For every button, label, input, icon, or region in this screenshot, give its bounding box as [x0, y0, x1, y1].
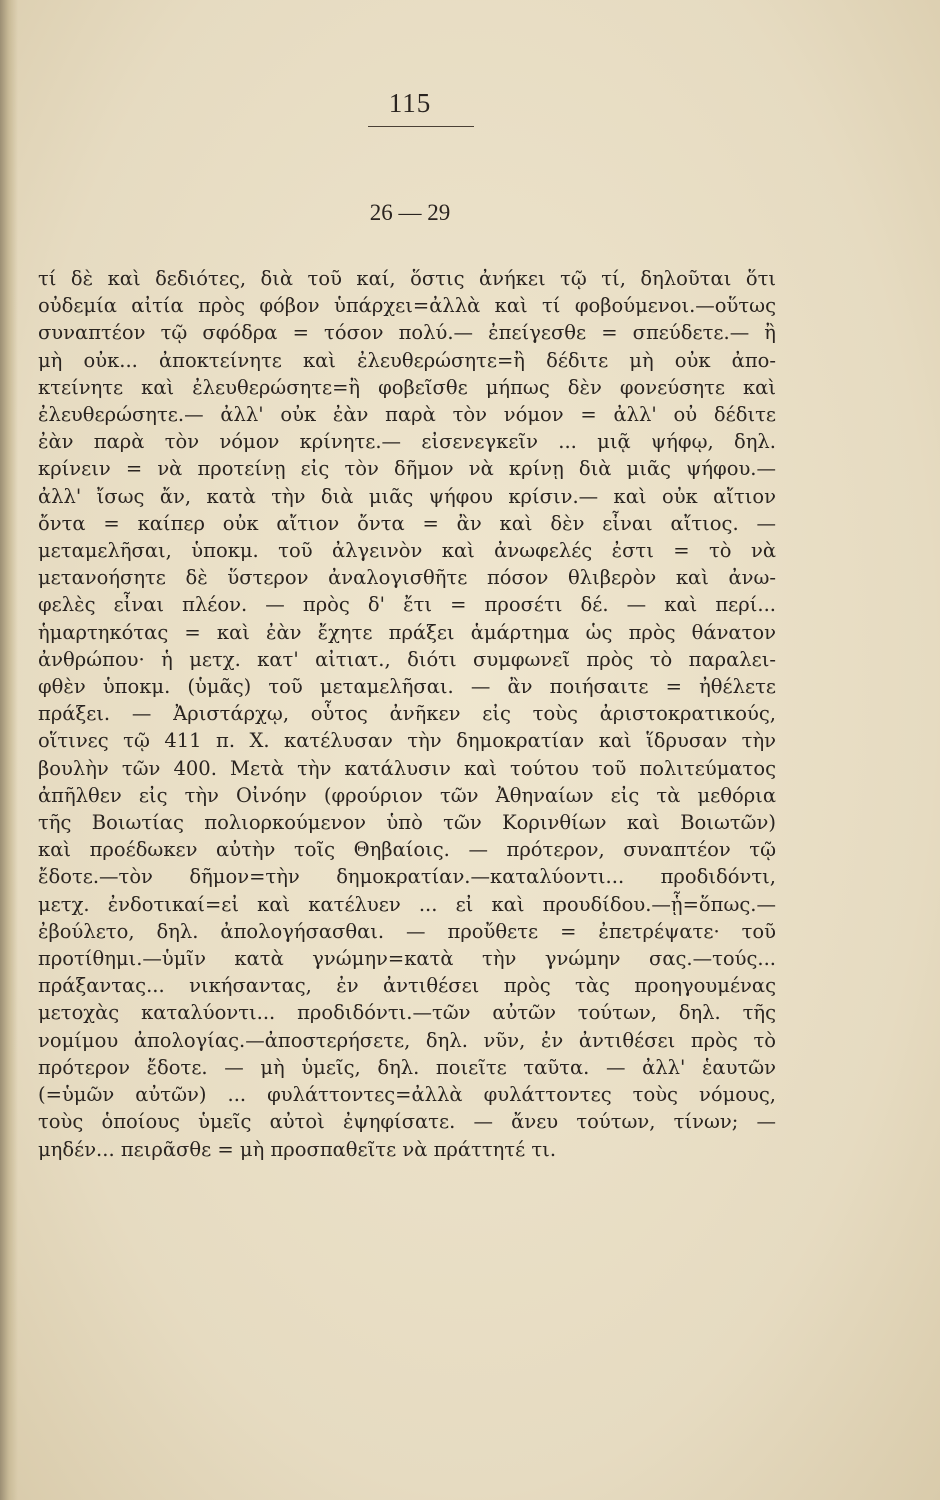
text-line: ὄντα = καίπερ οὐκ αἴτιον ὄντα = ἂν καὶ δὲν εἶναι αἴτιος. — — [38, 511, 776, 535]
text-line: ἐλευθερώσητε.— ἀλλ' οὐκ ἐὰν παρὰ τὸν νόμον = ἀλλ' οὐ δέδιτε — [38, 403, 776, 427]
text-line: μετχ. ἐνδοτικαί=εἰ καὶ κατέλυεν ... εἰ καὶ προυδίδου.—ᾗ=ὅπως.— — [38, 892, 776, 916]
text-line: (=ὑμῶν αὐτῶν) ... φυλάττοντες=ἀλλὰ φυλάττοντες τοὺς νόμους, — [38, 1083, 776, 1107]
text-line: τοὺς ὁποίους ὑμεῖς αὐτοὶ ἐψηφίσατε. — ἄνευ τούτων, τίνων; — — [38, 1110, 776, 1134]
text-line: τῆς Βοιωτίας πολιορκούμενον ὑπὸ τῶν Κορινθίων καὶ Βοιωτῶν) — [38, 811, 776, 835]
text-line: ἔδοτε.—τὸν δῆμον=τὴν δημοκρατίαν.—καταλύοντι... προδιδόντι, — [38, 865, 776, 889]
text-line: μηδέν... πειρᾶσθε = μὴ προσπαθεῖτε νὰ πράττητέ τι. — [38, 1137, 557, 1161]
commentary-text — [38, 265, 776, 1163]
text-line: ἀπῆλθεν εἰς τὴν Οἰνόην (φρούριον τῶν Ἀθηναίων εἰς τὰ μεθόρια — [38, 783, 776, 807]
text-line: τί δὲ καὶ δεδιότες, διὰ τοῦ καί, ὅστις ἀνήκει τῷ τί, δηλοῦται ὅτι — [38, 267, 776, 290]
text-line: ἀλλ' ἴσως ἄν, κατὰ τὴν διὰ μιᾶς ψήφου κρίσιν.— καὶ οὐκ αἴτιον — [38, 484, 776, 508]
text-line: ἐβούλετο, δηλ. ἀπολογήσασθαι. — προὔθετε = ἐπετρέψατε· τοῦ — [38, 919, 776, 943]
text-line: οἵτινες τῷ 411 π. Χ. κατέλυσαν τὴν δημοκρατίαν καὶ ἵδρυσαν τὴν — [38, 729, 776, 753]
text-line: βουλὴν τῶν 400. Μετὰ τὴν κατάλυσιν καὶ τούτου τοῦ πολιτεύματος — [38, 756, 776, 780]
text-line: μετανοήσητε δὲ ὕστερον ἀναλογισθῆτε πόσον θλιβερὸν καὶ ἀνω- — [38, 566, 776, 590]
text-line: φθὲν ὑποκμ. (ὑμᾶς) τοῦ μεταμελῆσαι. — ἂν ποιήσαιτε = ἠθέλετε — [38, 675, 776, 699]
text-line: οὐδεμία αἰτία πρὸς φόβον ὑπάρχει=ἀλλὰ καὶ τί φοβούμενοι.—οὕτως — [38, 294, 776, 318]
text-line: ἐὰν παρὰ τὸν νόμον κρίνητε.— εἰσενεγκεῖν ... μιᾷ ψήφῳ, δηλ. — [38, 430, 776, 454]
text-line: ἡμαρτηκότας = καὶ ἐὰν ἔχητε πράξει ἁμάρτημα ὡς πρὸς θάνατον — [38, 620, 776, 644]
text-line: ἀνθρώπου· ἡ μετχ. κατ' αἰτιατ., διότι συμφωνεῖ πρὸς τὸ παραλει- — [38, 647, 776, 671]
text-line: πράξει. — Ἀριστάρχῳ, οὗτος ἀνῆκεν εἰς τοὺς ἀριστοκρατικούς, — [38, 702, 776, 726]
text-line: πρότερον ἔδοτε. — μὴ ὑμεῖς, δηλ. ποιεῖτε ταῦτα. — ἀλλ' ἑαυτῶν — [38, 1055, 776, 1079]
text-line: προτίθημι.—ὑμῖν κατὰ γνώμην=κατὰ τὴν γνώμην σας.—τούς... — [38, 947, 776, 971]
text-line: κτείνητε καὶ ἐλευθερώσητε=ἢ φοβεῖσθε μήπως δὲν φονεύσητε καὶ — [38, 375, 776, 399]
text-line: κρίνειν = νὰ προτείνῃ εἰς τὸν δῆμον νὰ κρίνῃ διὰ μιᾶς ψήφου.— — [38, 457, 776, 481]
header-rule — [368, 126, 474, 127]
text-line: συναπτέον τῷ σφόδρα = τόσον πολύ.— ἐπείγεσθε = σπεύδετε.— ἢ — [38, 321, 776, 345]
page-number: 115 — [388, 88, 432, 118]
text-line: πράξαντας... νικήσαντας, ἐν ἀντιθέσει πρὸς τὰς προηγουμένας — [38, 974, 776, 998]
section-heading: 26 — 29 — [369, 200, 451, 225]
text-line: μὴ οὐκ... ἀποκτείνητε καὶ ἐλευθερώσητε=ἢ δέδιτε μὴ οὐκ ἀπο- — [38, 348, 776, 372]
text-line: μεταμελῆσαι, ὑποκμ. τοῦ ἀλγεινὸν καὶ ἀνωφελές ἐστι = τὸ νὰ — [38, 539, 776, 563]
text-line: καὶ προέδωκεν αὐτὴν τοῖς Θηβαίοις. — πρότερον, συναπτέον τῷ — [38, 838, 776, 862]
text-line: μετοχὰς καταλύοντι... προδιδόντι.—τῶν αὐτῶν τούτων, δηλ. τῆς — [38, 1001, 776, 1025]
text-line: νομίμου ἀπολογίας.—ἀποστερήσετε, δηλ. νῦν, ἐν ἀντιθέσει πρὸς τὸ — [38, 1028, 776, 1052]
text-line: φελὲς εἶναι πλέον. — πρὸς δ' ἔτι = προσέτι δέ. — καὶ περί... — [38, 593, 776, 617]
